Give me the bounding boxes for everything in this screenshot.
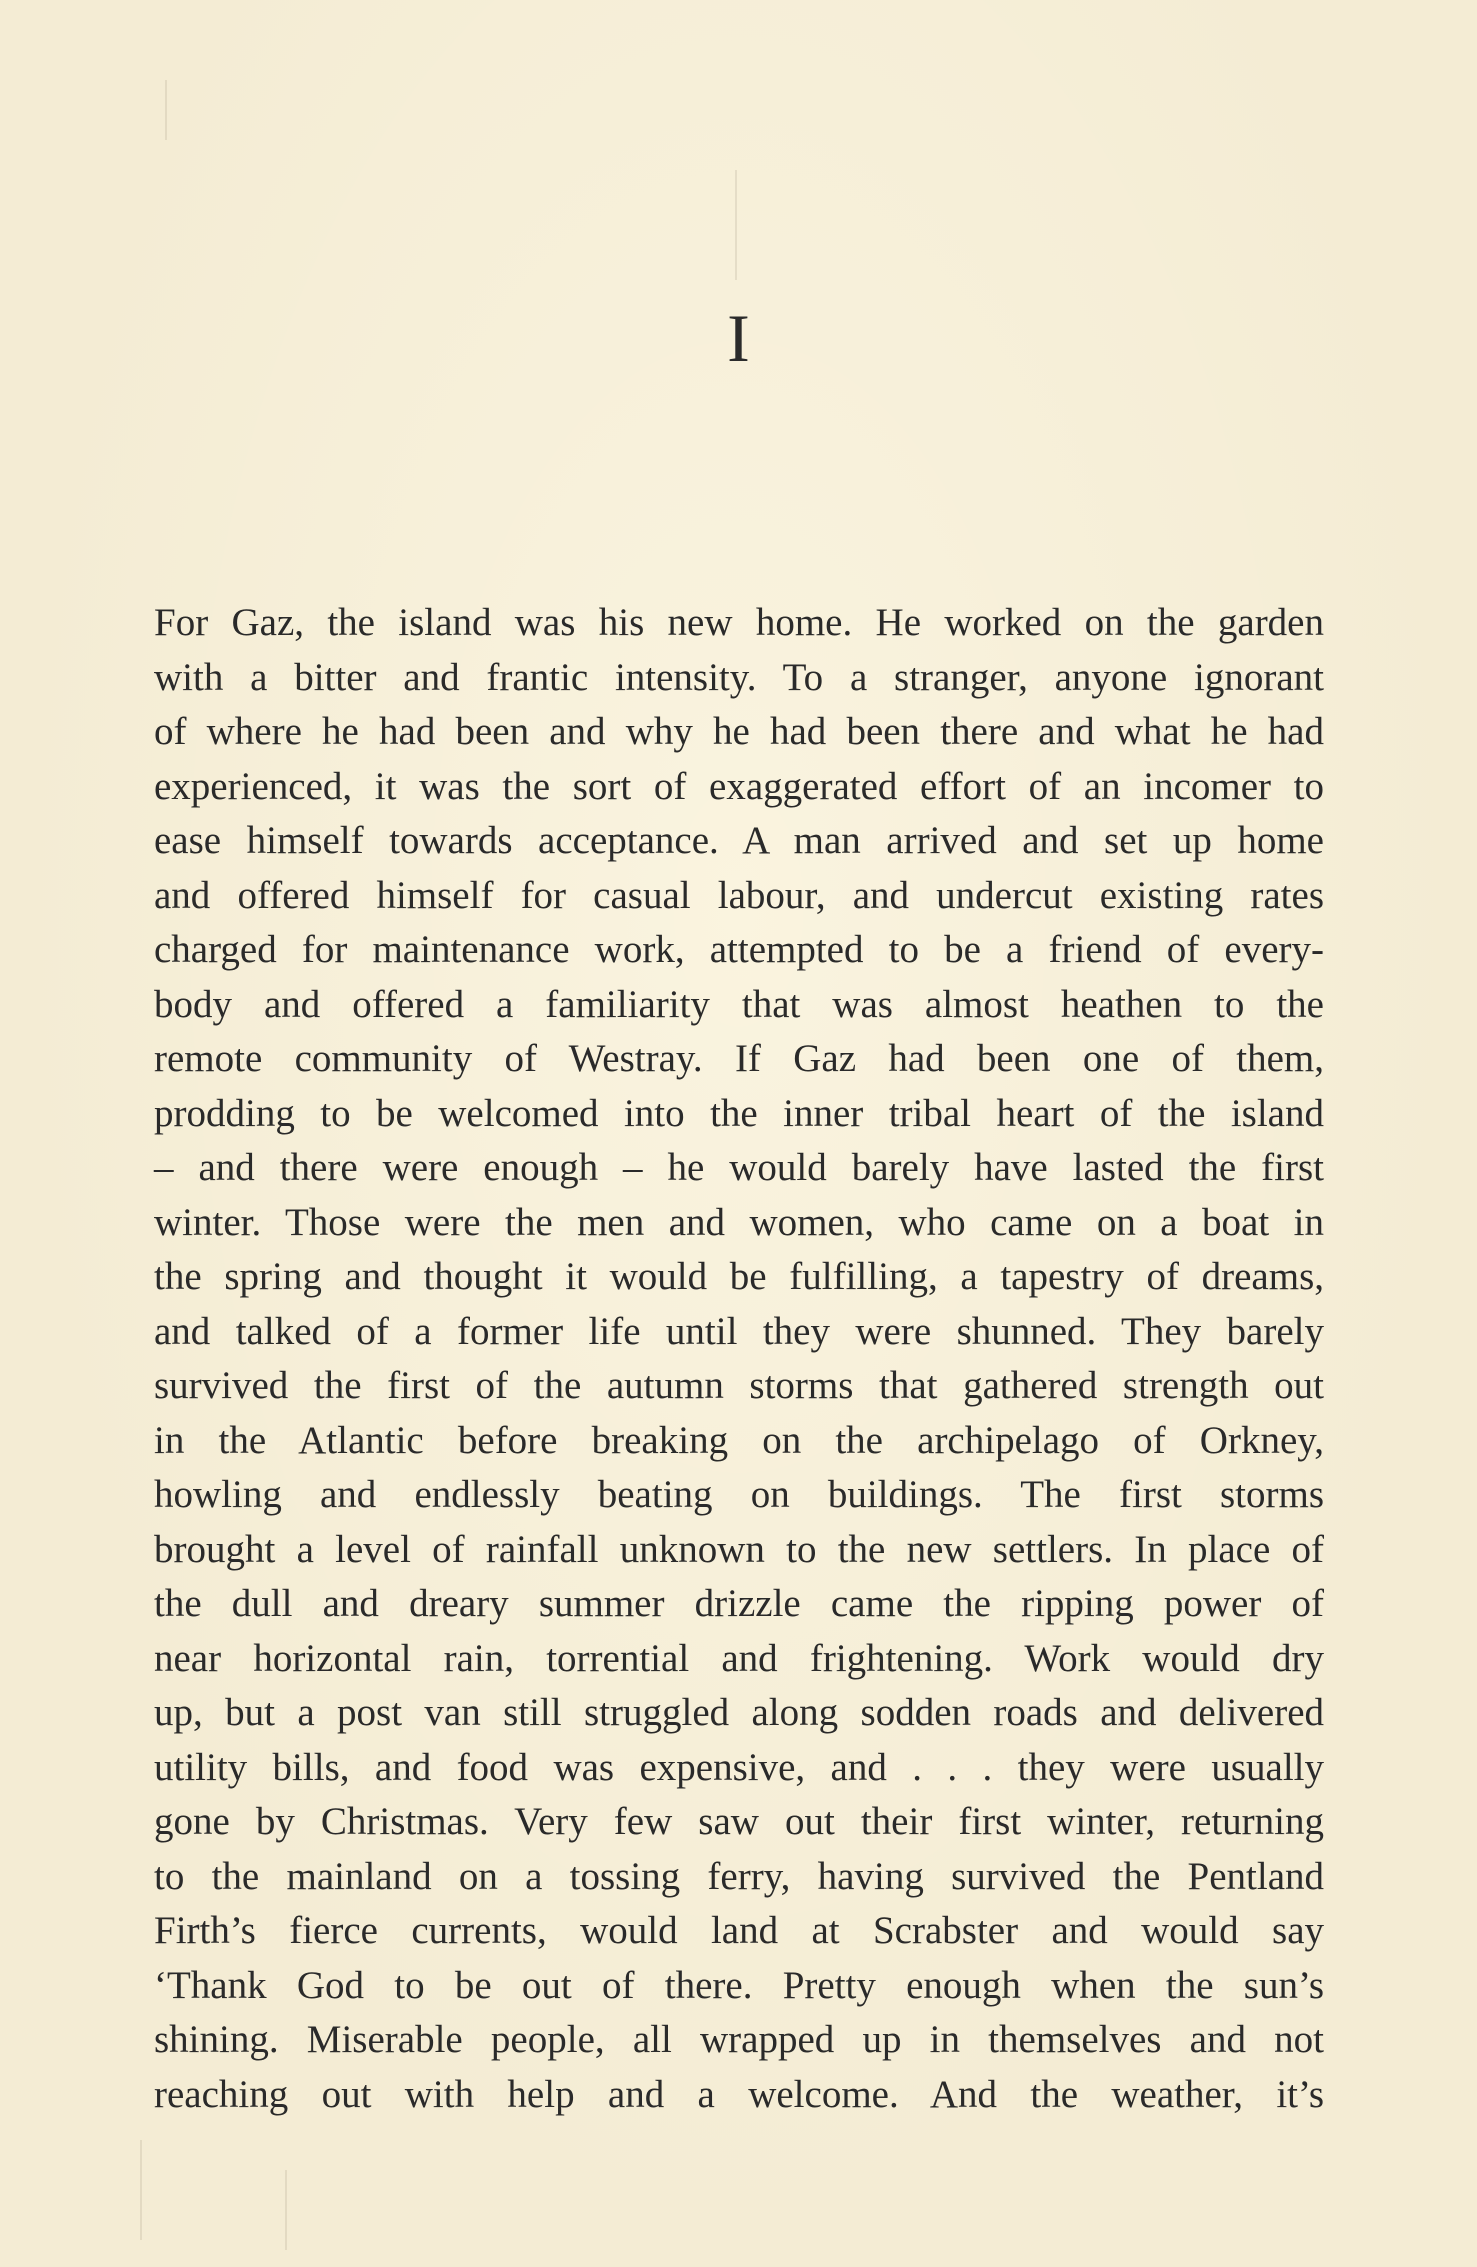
text-line: remote community of Westray. If Gaz had been one of them,: [154, 1037, 1324, 1080]
text-line: and talked of a former life until they were shunned. They barely: [154, 1309, 1324, 1353]
body-paragraph: [154, 596, 1324, 2122]
text-line: in the Atlantic before breaking on the archipelago of Orkney,: [154, 1418, 1324, 1462]
text-line: – and there were enough – he would barely have lasted the first: [154, 1146, 1324, 1189]
text-line: of where he had been and why he had been there and what he had: [154, 710, 1324, 753]
text-line: experienced, it was the sort of exaggerated effort of an incomer to: [154, 764, 1324, 808]
text-line: winter. Those were the men and women, who came on a boat in: [154, 1200, 1324, 1244]
text-line: ‘Thank God to be out of there. Pretty enough when the sun’s: [154, 1963, 1324, 2007]
text-line: shining. Miserable people, all wrapped up in themselves and not: [154, 2018, 1324, 2061]
text-line: For Gaz, the island was his new home. He worked on the garden: [154, 601, 1324, 644]
text-line: charged for maintenance work, attempted to be a friend of every-: [154, 928, 1324, 971]
text-line: prodding to be welcomed into the inner tribal heart of the island: [154, 1091, 1324, 1135]
text-line: and offered himself for casual labour, and undercut existing rates: [154, 873, 1324, 917]
text-line: to the mainland on a tossing ferry, having survived the Pentland: [154, 1854, 1324, 1898]
show-through-mark: [285, 2170, 287, 2250]
show-through-mark: [140, 2140, 142, 2240]
text-line: Firth’s fierce currents, would land at Scrabster and would say: [154, 1909, 1324, 1952]
text-line: near horizontal rain, torrential and frightening. Work would dry: [154, 1636, 1324, 1680]
show-through-mark: [735, 170, 737, 280]
show-through-mark: [165, 80, 167, 140]
text-line: body and offered a familiarity that was almost heathen to the: [154, 982, 1324, 1026]
text-line: reaching out with help and a welcome. And the weather, it’s: [154, 2072, 1324, 2116]
text-line: ease himself towards acceptance. A man arrived and set up home: [154, 819, 1324, 862]
text-line: gone by Christmas. Very few saw out their first winter, returning: [154, 1800, 1324, 1843]
text-line: the dull and dreary summer drizzle came the ripping power of: [154, 1582, 1324, 1625]
text-line: with a bitter and frantic intensity. To a stranger, anyone ignorant: [154, 655, 1324, 699]
text-line: up, but a post van still struggled along sodden roads and delivered: [154, 1691, 1324, 1734]
text-line: the spring and thought it would be fulfilling, a tapestry of dreams,: [154, 1255, 1324, 1298]
text-line: brought a level of rainfall unknown to the new settlers. In place of: [154, 1527, 1324, 1571]
text-line: survived the first of the autumn storms that gathered strength out: [154, 1364, 1324, 1407]
chapter-number: I: [727, 300, 750, 376]
text-line: howling and endlessly beating on buildings. The first storms: [154, 1473, 1324, 1516]
text-line: utility bills, and food was expensive, and . . . they were usually: [154, 1745, 1324, 1789]
